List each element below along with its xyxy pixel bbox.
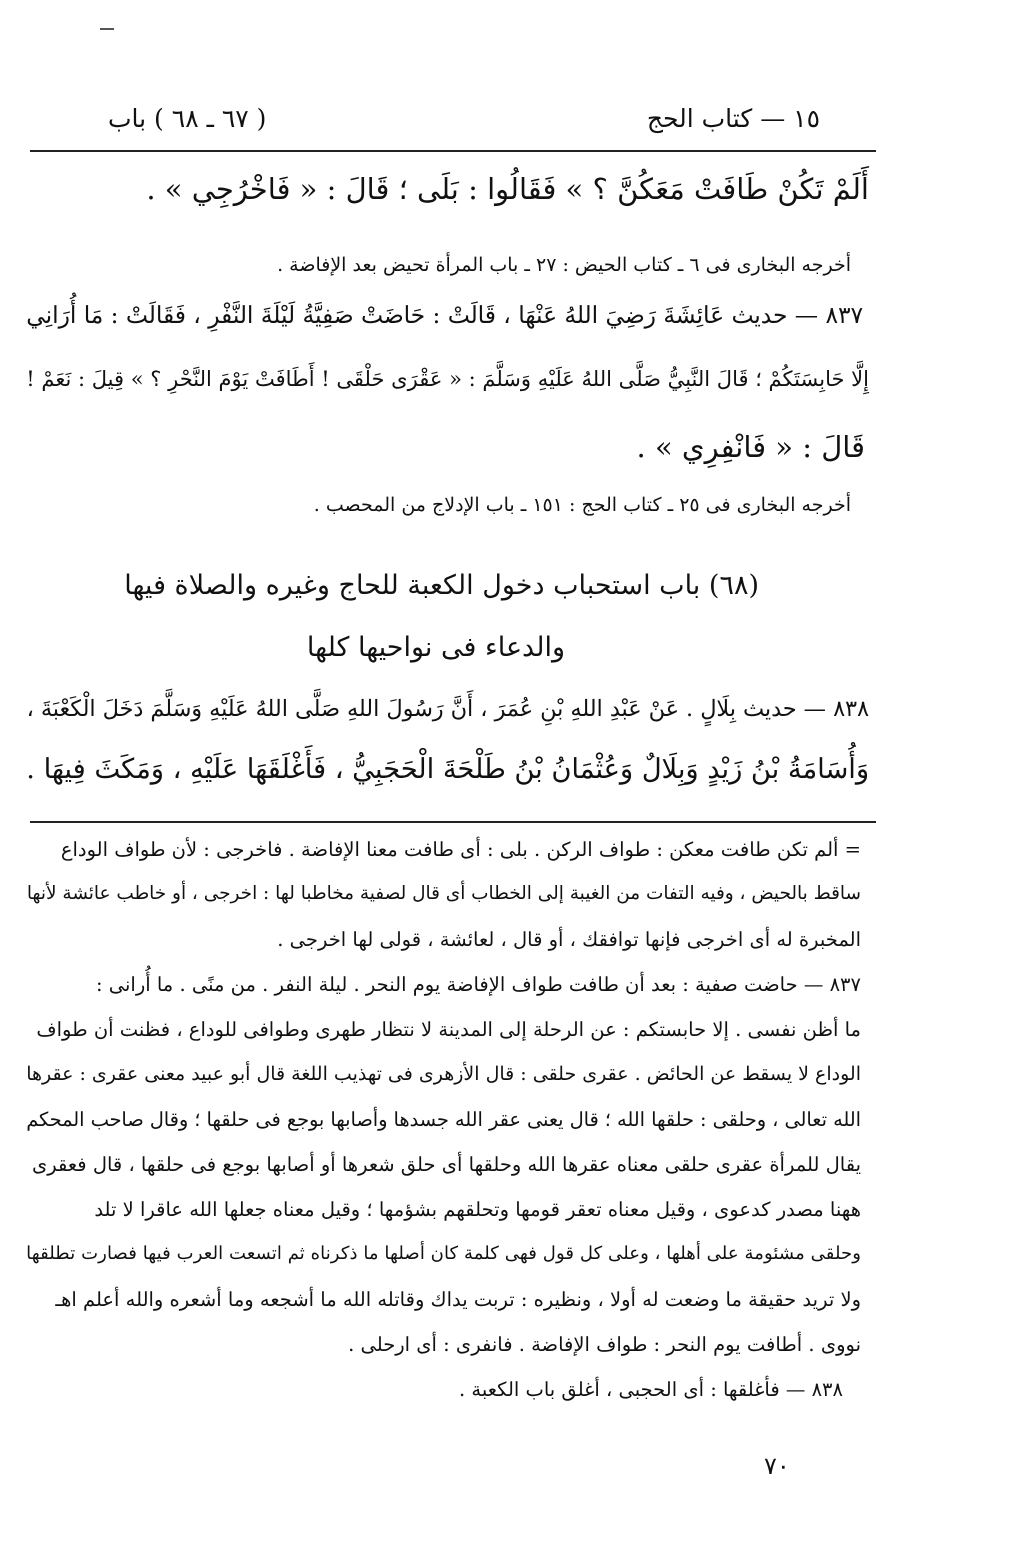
page-number: ٧٠ [764,1452,790,1480]
body-line: قَالَ : « فَانْفِرِي » . [636,430,865,464]
scan-mark [100,28,114,30]
header-rule [30,150,876,152]
source-line: أخرجه البخارى فى ٦ ـ كتاب الحيض : ٢٧ ـ باب المرأة تحيض بعد الإفاضة . [277,254,851,276]
footnote-line: يقال للمرأة عقرى حلقى معناه عقرها الله وحلقها أى حلق شعرها أو أصابها بوجع فى حلقها ، قال فعقرى [32,1153,861,1176]
footnote-rule [30,821,876,823]
chapter-heading-continued: والدعاء فى نواحيها كلها [306,632,565,663]
footnote-line: نووى . أطافت يوم النحر : طواف الإفاضة . فانفرى : أى ارحلى . [348,1333,861,1356]
footnote-line: = ألم تكن طافت معكن : طواف الركن . بلى : أى طافت معنا الإفاضة . فاخرجى : لأن طواف الوداع [60,838,861,861]
running-header [108,96,820,140]
footnote-line: ما أظن نفسى . إلا حابستكم : عن الرحلة إلى المدينة لا نتظار طهرى وطوافى للوداع ، فظنت أن طواف [36,1018,861,1041]
body-line: إِلَّا حَابِسَتَكُمْ ؛ قَالَ النَّبِيُّ صَلَّى اللهُ عَلَيْهِ وَسَلَّمَ : « عَقْرَى حَلْقَى ! أَطَافَتْ يَوْمَ النَّحْرِ ؟ » قِيلَ : نَعَمْ ! [26,366,869,391]
footnote-line: ههنا مصدر كدعوى ، وقيل معناه تعقر قومها وتحلقهم بشؤمها ؛ وقيل معناه جعلها الله عاقرا لا تلد [94,1198,861,1221]
body-line: أَلَمْ تَكُنْ طَافَتْ مَعَكُنَّ ؟ » فَقَالُوا : بَلَى ؛ قَالَ : « فَاخْرُجِي » . [146,172,869,206]
footnote-line: المخبرة له أى اخرجى فإنها توافقك ، أو قال ، لعائشة ، قولى لها اخرجى . [277,928,861,951]
footnote-line: ٨٣٨ — فأغلقها : أى الحجبى ، أغلق باب الكعبة . [459,1378,843,1401]
footnote-line: ساقط بالحيض ، وفيه التفات من الغيبة إلى الخطاب أى قال لصفية مخاطبا لها : اخرجى ، أو خاطب عائشة لأنها [26,883,861,904]
footnote-line: ولا تريد حقيقة ما وضعت له أولا ، ونظيره : تربت يداك وقاتله الله ما أشجعه وما أشعره والله أعلم اهـ [55,1288,861,1311]
header-section: ( ٦٧ ـ ٦٨ ) باب [108,103,267,133]
header-chapter: ١٥ — كتاب الحج [646,103,820,133]
body-line: وَأُسَامَةُ بْنُ زَيْدٍ وَبِلَالٌ وَعُثْمَانُ بْنُ طَلْحَةَ الْحَجَبِيُّ ، فَأَغْلَقَهَا عَلَيْهِ ، وَمَكَثَ فِيهَا . [26,754,869,785]
hadith-837-line: ٨٣٧ — حديث عَائِشَةَ رَضِيَ اللهُ عَنْهَا ، قَالَتْ : حَاضَتْ صَفِيَّةُ لَيْلَةَ النَّفْرِ ، فَقَالَتْ : مَا أُرَانِي [26,302,863,329]
footnote-line: الوداع لا يسقط عن الحائض . عقرى حلقى : قال الأزهرى فى تهذيب اللغة قال أبو عبيد معنى عقرى : عقرها [26,1063,861,1085]
footnote-line: وحلقى مشئومة على أهلها ، وعلى كل قول فهى كلمة كان أصلها ما ذكرناه ثم اتسعت العرب فيها فصارت تطلقها [26,1243,861,1264]
chapter-heading: (٦٨) باب استحباب دخول الكعبة للحاج وغيره والصلاة فيها [124,570,759,601]
footnote-line: الله تعالى ، وحلقى : حلقها الله ؛ قال يعنى عقر الله جسدها وأصابها بوجع فى حلقها ؛ وقال صاحب المحكم [26,1108,861,1131]
footnote-line: ٨٣٧ — حاضت صفية : بعد أن طافت طواف الإفاضة يوم النحر . ليلة النفر . من منًى . ما أُرانى : [95,973,861,996]
source-line: أخرجه البخارى فى ٢٥ ـ كتاب الحج : ١٥١ ـ باب الإدلاج من المحصب . [313,494,851,516]
hadith-838-line: ٨٣٨ — حديث بِلَالٍ . عَنْ عَبْدِ اللهِ بْنِ عُمَرَ ، أَنَّ رَسُولَ اللهِ صَلَّى اللهُ عَلَيْهِ وَسَلَّمَ دَخَلَ الْكَعْبَةَ ، [26,696,869,722]
